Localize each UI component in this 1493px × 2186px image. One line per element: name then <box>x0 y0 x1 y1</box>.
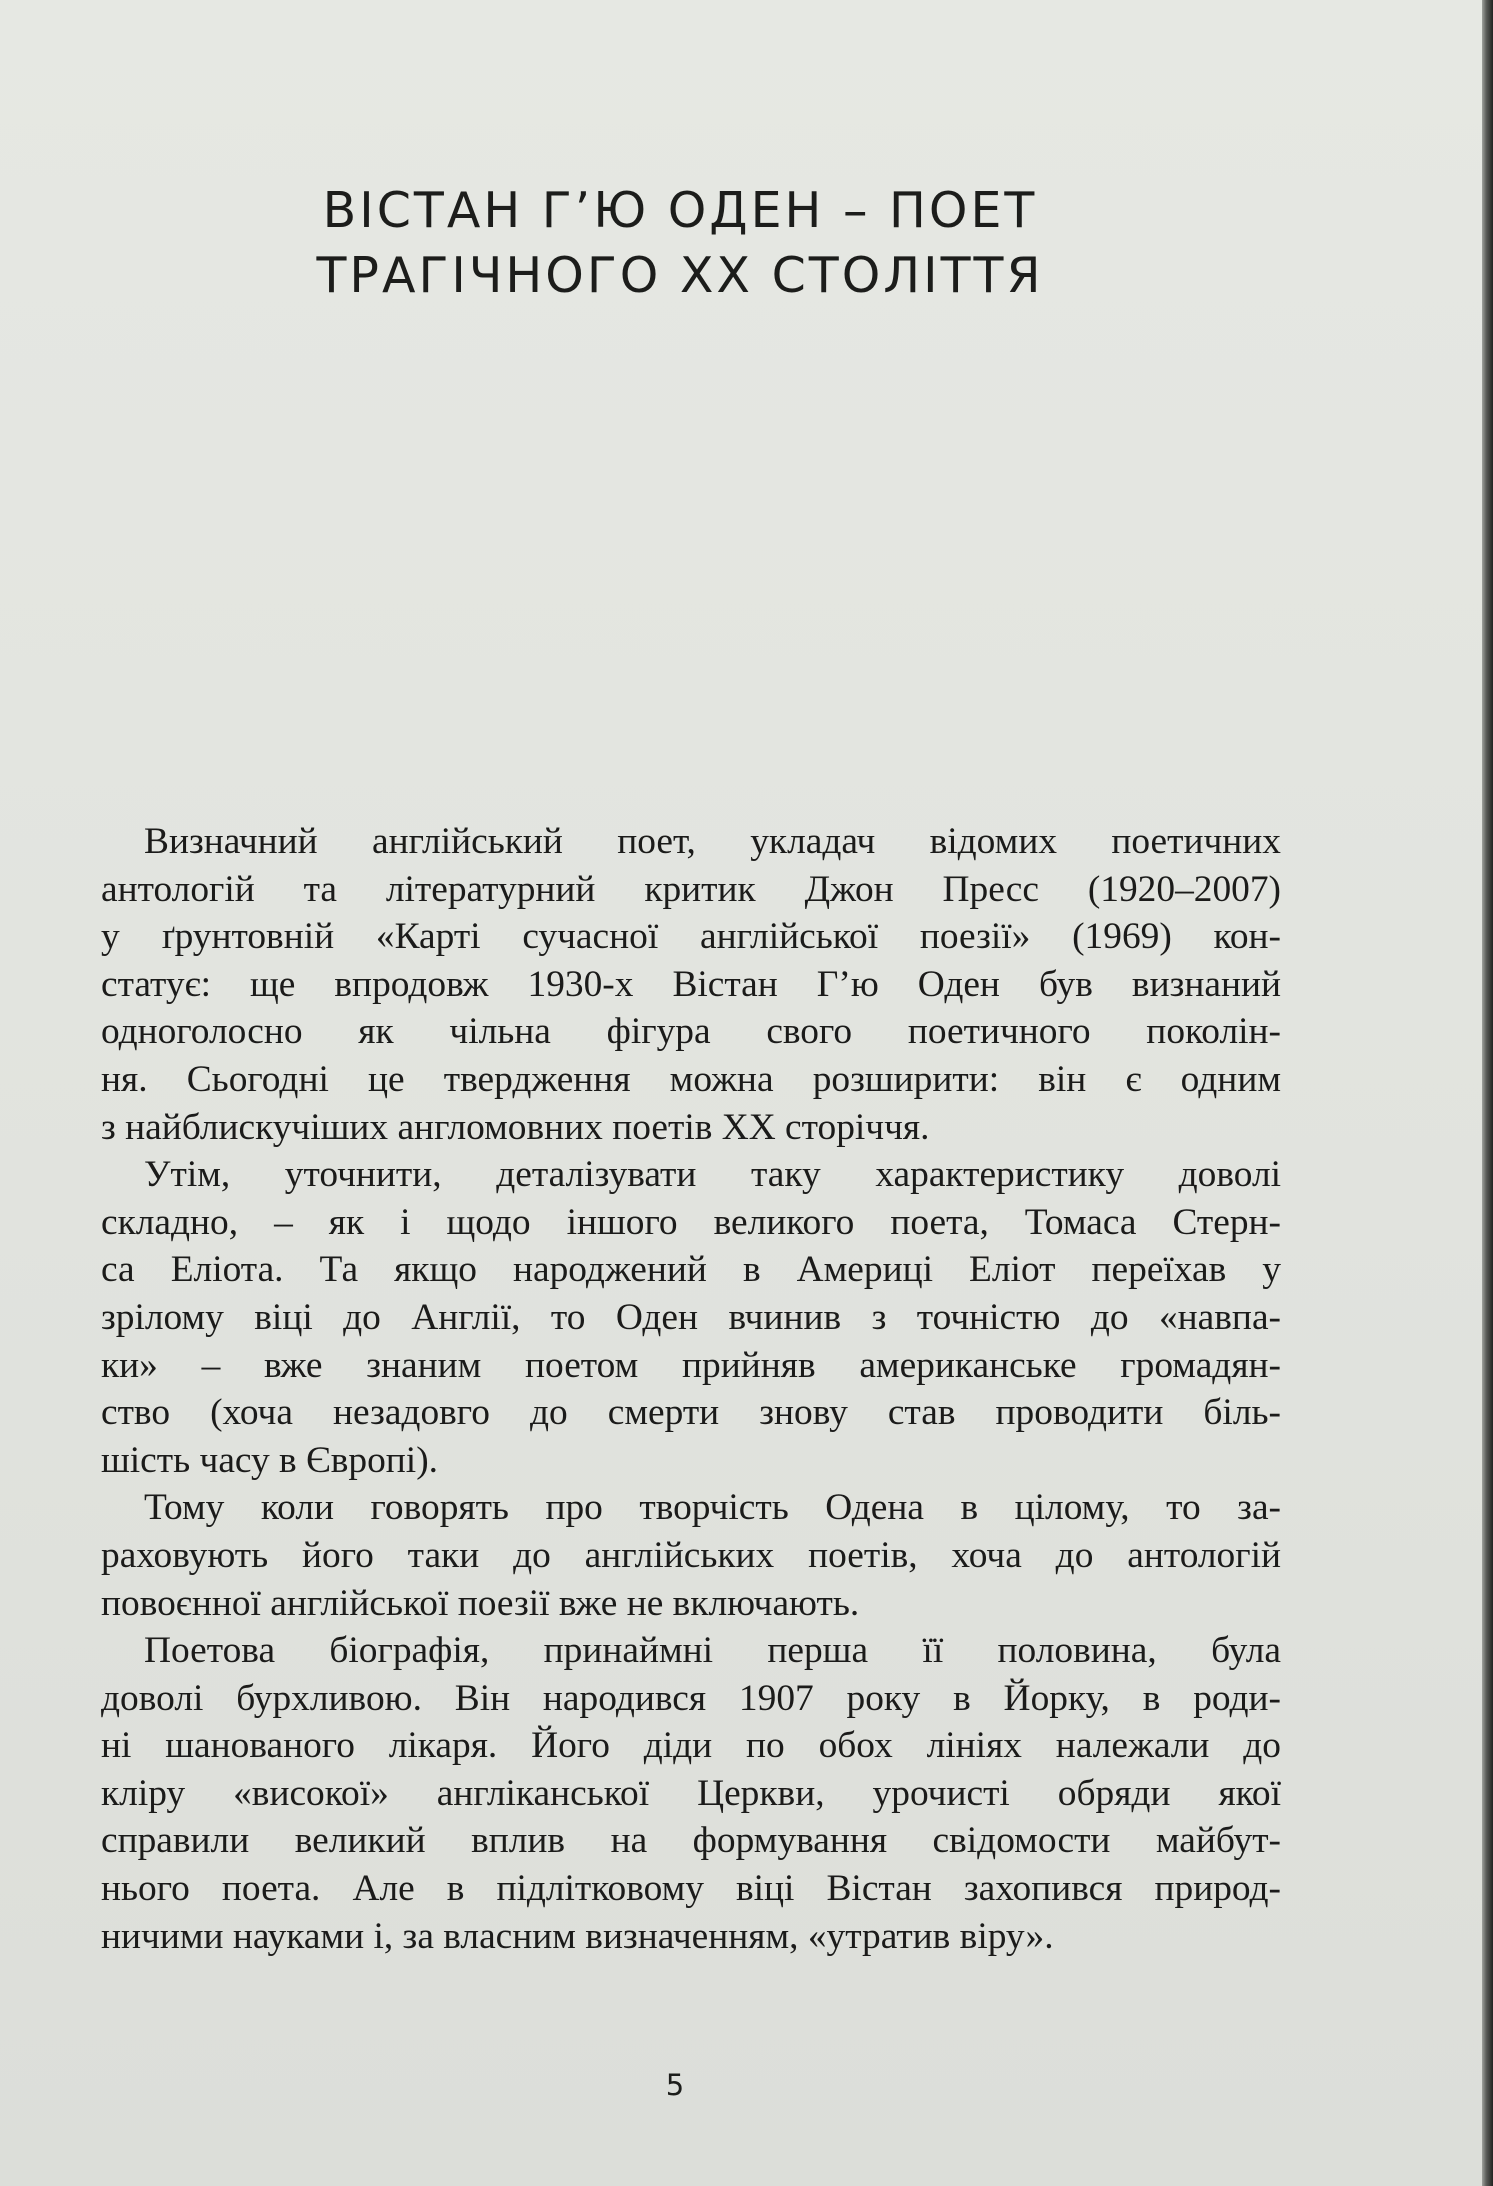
text-line: нього поета. Але в підлітковому віці Вістан захопився природ- <box>101 1868 1281 1910</box>
body-text <box>101 818 1281 1960</box>
text-line: Тому коли говорять про творчість Одена в цілому, то за- <box>144 1487 1281 1529</box>
text-line: Поетова біографія, принаймні перша її половина, була <box>144 1630 1281 1672</box>
paragraph-3 <box>101 1484 1281 1627</box>
text-line: з найблискучіших англомовних поетів ХХ сторіччя. <box>101 1106 930 1148</box>
paragraph-1 <box>101 818 1281 1151</box>
paragraph-4 <box>101 1627 1281 1960</box>
page-number: 5 <box>665 2068 685 2102</box>
text-line: доволі бурхливою. Він народився 1907 року в Йорку, в роди- <box>101 1677 1281 1719</box>
text-line: шість часу в Європі). <box>101 1439 438 1481</box>
text-line: складно, – як і щодо іншого великого поета, Томаса Стерн- <box>101 1201 1281 1243</box>
text-line: у ґрунтовній «Карті сучасної англійської поезії» (1969) кон- <box>101 916 1281 958</box>
text-line: ничими науками і, за власним визначенням, «утратив віру». <box>101 1915 1054 1957</box>
text-line: Визначний англійський поет, укладач відомих поетичних <box>144 821 1281 862</box>
paragraph-2 <box>101 1151 1281 1484</box>
page-edge <box>1482 0 1493 2186</box>
text-line: ство (хоча незадовго до смерти знову став проводити біль- <box>101 1392 1281 1434</box>
chapter-title <box>0 178 1360 308</box>
text-line: повоєнної англійської поезії вже не включають. <box>101 1582 860 1624</box>
text-line: Утім, уточнити, деталізувати таку характеристику доволі <box>144 1154 1281 1196</box>
text-line: справили великий вплив на формування свідомости майбут- <box>101 1820 1281 1862</box>
text-line: статує: ще впродовж 1930-х Вістан Г’ю Оден був визнаний <box>101 963 1281 1005</box>
text-line: са Еліота. Та якщо народжений в Америці Еліот переїхав у <box>101 1249 1281 1291</box>
text-line: одноголосно як чільна фігура свого поетичного поколін- <box>101 1011 1281 1053</box>
text-line: кліру «високої» англіканської Церкви, урочисті обряди якої <box>101 1772 1281 1814</box>
text-line: зрілому віці до Англії, то Оден вчинив з точністю до «навпа- <box>101 1296 1281 1338</box>
text-line: ки» – вже знаним поетом прийняв американське громадян- <box>101 1344 1281 1386</box>
text-line: раховують його таки до англійських поетів, хоча до антологій <box>101 1534 1281 1576</box>
text-line: ня. Сьогодні це твердження можна розширити: він є одним <box>101 1058 1281 1100</box>
text-line: ні шанованого лікаря. Його діди по обох лініях належали до <box>101 1725 1281 1767</box>
chapter-title-line-2: ТРАГІЧНОГО ХХ СТОЛІТТЯ <box>316 247 1044 304</box>
text-line: антологій та літературний критик Джон Пресс (1920–2007) <box>101 868 1281 910</box>
chapter-title-line-1: ВІСТАН Г’Ю ОДЕН – ПОЕТ <box>322 182 1038 239</box>
